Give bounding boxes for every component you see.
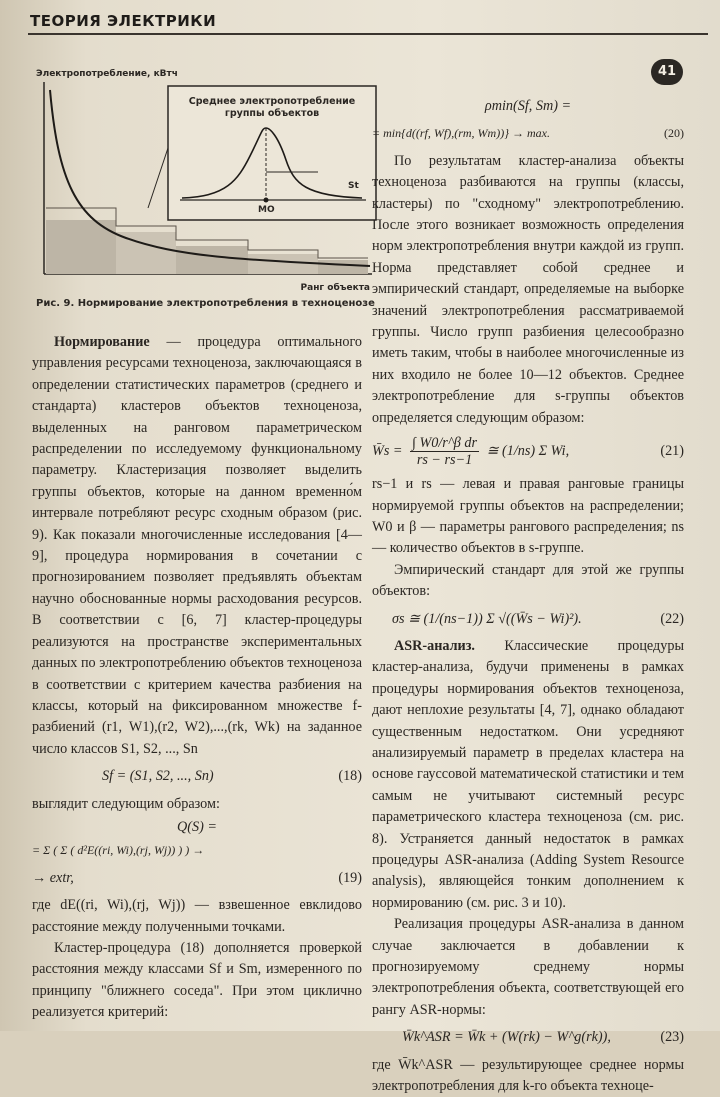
figure-9 bbox=[36, 60, 376, 296]
paragraph-gde-wk: где W̄k^ASR — результирующее среднее нормы электропотребления для k-го объекта техноце- bbox=[372, 1056, 684, 1095]
equation-19: → extr, (19) bbox=[32, 869, 362, 886]
equation-21: W̄s = $\frac{\text{∫ W0/r\textasciicircum{}β dr}}{rs - rs-1}$ ≅ (1/ns) Σ Wi, (21) bbox=[372, 435, 684, 469]
term-normirovanie: Нормирование bbox=[54, 334, 150, 350]
inset-label-mo: МО bbox=[258, 205, 275, 215]
paragraph-gde-de: где dE((ri, Wi),(rj, Wj)) — взвешенное евклидово расстояние между полученными точками. bbox=[32, 897, 362, 935]
inset-label-st: St bbox=[348, 181, 359, 191]
page-number-badge: 41 bbox=[651, 59, 683, 85]
running-head: ТЕОРИЯ ЭЛЕКТРИКИ bbox=[30, 12, 217, 30]
header-rule bbox=[28, 33, 708, 35]
paragraph-realizaciya: Реализация процедуры ASR-анализа в данном случае заключается в добавлении к прогнозируемому среднему нормы электропотребления объекта, соответствующей его рангу ASR-нормы: bbox=[372, 916, 684, 1018]
equation-19-lhs: Q(S) = bbox=[177, 818, 217, 835]
paragraph-vyglyadit: выглядит следующим образом: bbox=[32, 795, 220, 812]
paragraph-po-rezultatam: По результатам кластер-анализа объекты техноценоза разбиваются на группы (классы, кластеры) по "сходному" электропотреблению. После этого возникает возможность определения норм электропотребления внутри каждой из групп. Норма представляет собой среднее и эмпирический стандарт, определяемые на выборке значений электропотребления рассматриваемой группы. Число групп разбиения целесообразно иметь таким, чтобы в наиболее многочисленные из них входило не более 10—12 объектов. Среднее электропотребление для s-группы объектов определяется следующим образом: bbox=[372, 152, 684, 426]
equation-22: σs ≅ (1/(ns−1)) Σ √((W̄s − Wi)²). (22) bbox=[392, 610, 684, 627]
inset-title-line1: Среднее электропотребление bbox=[188, 96, 356, 107]
equation-23: W̄k^ASR = W̄k + (W(rk) − W^g(rk)), (23) bbox=[402, 1029, 684, 1046]
paragraph-normirovanie: Нормирование — процедура оптимального управления ресурсами техноценоза, заключающаяся в определении статистических параметров (среднего и стандарта) кластеров объектов техноценоза, выделенных на ранговом параметрическом распределении по исследуемому функциональному параметру. Кластеризация позволяет выделить группы объектов, которые на данном временно́м интервале потребляют ресурс сходным образом (рис. 9). Как показали многочисленные исследования [4—9], процедура нормирования в сочетании с прогнозированием позволяет предъявлять объектам научно обоснованные нормы расходования ресурсов. В соответствии с [6, 7] кластер-процедуры реализуются на пространстве экспериментальных данных по электропотреблению объектов техноценоза в соответствии с критерием качества разбиения на классы, который на фиксированном множестве f-разбиений (r1, W1),(r2, W2),...,(rk, Wk) на заданное число классов S1, S2, ..., Sn bbox=[32, 334, 362, 757]
x-axis-label: Ранг объекта bbox=[300, 283, 370, 293]
left-column bbox=[32, 332, 362, 1024]
paragraph-klaster-procedura: Кластер-процедура (18) дополняется проверкой расстояния между классами Sf и Sm, измеренного по принципу "ближнего соседа". При этом циклично реализуется критерий: bbox=[32, 939, 362, 1021]
term-asr-analiz: ASR-анализ. bbox=[394, 637, 475, 654]
equation-20: = min{d((rf, Wf),(rm, Wm))} → max. (20) bbox=[372, 126, 684, 141]
paragraph-asr-analiz: ASR-анализ. Классические процедуры кластер-анализа, будучи применены в рамках процедуры нормирования объектов техноценоза, дают неплохие результаты [4, 7], однако обладают существенным недостатком. Они усредняют анализируемый параметр в пределах кластера на основе гауссовой математической статистики и тем самым не учитывают системный ресурс параметрического кластера техноценоза (см. рис. 8). Устраняется данный недостаток в рамках процедуры ASR-анализа (Adding System Resource analysis), являющейся тонким дополнением к нормированию (см. рис. 3 и 10). bbox=[372, 637, 684, 911]
inset-title-line2: группы объектов bbox=[224, 108, 320, 119]
figure-caption: Рис. 9. Нормирование электропотребления в техноценозе bbox=[36, 298, 375, 309]
equation-20-line1: ρmin(Sf, Sm) = bbox=[484, 98, 572, 114]
paragraph-empiricheskiy: Эмпирический стандарт для этой же группы объектов: bbox=[372, 561, 684, 600]
right-column bbox=[372, 94, 684, 1097]
equation-19-body: = Σ ( Σ ( d²E((ri, Wi),(rj, Wj)) ) ) → bbox=[32, 843, 205, 858]
paragraph-rs-granicy: rs−1 и rs — левая и правая ранговые границы нормируемой группы объектов на распределении; W0 и β — параметры рангового распределения; ns — количество объектов в s-группе. bbox=[372, 476, 684, 557]
y-axis-label: Электропотребление, кВтч bbox=[36, 69, 178, 79]
equation-18: Sf = (S1, S2, ..., Sn) (18) bbox=[102, 768, 362, 785]
